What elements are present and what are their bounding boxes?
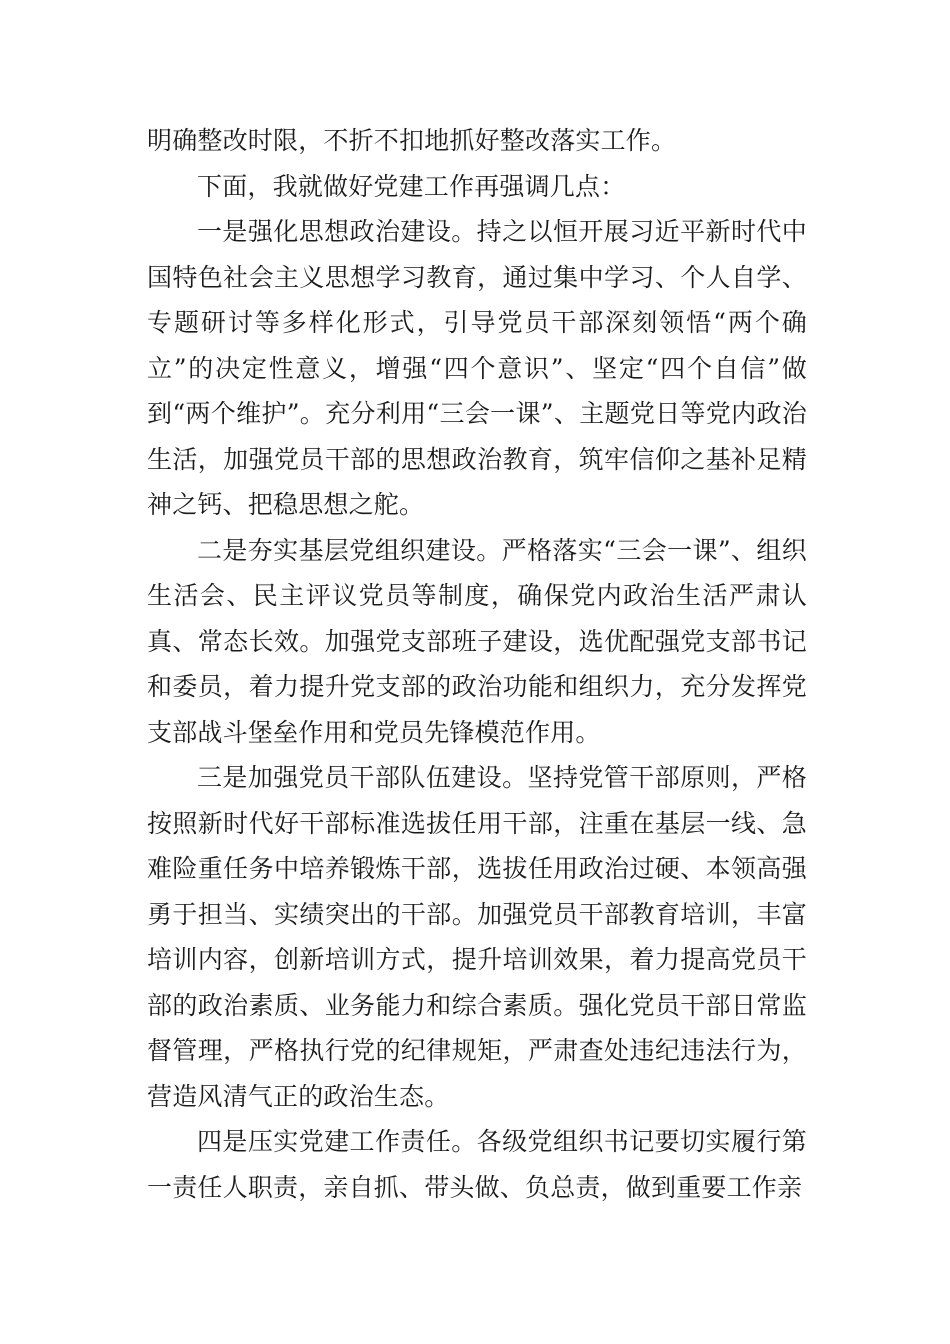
paragraph-point-4: 四是压实党建工作责任。各级党组织书记要切实履行第一责任人职责，亲自抓、带头做、负总责，做到重要工作亲 xyxy=(147,1127,807,1202)
paragraph-continuation: 明确整改时限，不折不扣地抓好整改落实工作。 xyxy=(147,126,677,155)
paragraph-point-3: 三是加强党员干部队伍建设。坚持党管干部原则，严格按照新时代好干部标准选拔任用干部，注重在基层一线、急难险重任务中培养锻炼干部，选拔任用政治过硬、本领高强勇于担当、实绩突出的干部。加强党员干部教育培训，丰富培训内容，创新培训方式，提升培训效果，着力提高党员干部的政治素质、业务能力和综合素质。强化党员干部日常监督管理，严格执行党的纪律规矩，严肃查处违纪违法行为，营造风清气正的政治生态。 xyxy=(147,763,807,1111)
document-body xyxy=(147,118,807,1210)
paragraph-point-2: 二是夯实基层党组织建设。严格落实“三会一课”、组织生活会、民主评议党员等制度，确保党内政治生活严肃认真、常态长效。加强党支部班子建设，选优配强党支部书记和委员，着力提升党支部的政治功能和组织力，充分发挥党支部战斗堡垒作用和党员先锋模范作用。 xyxy=(147,535,807,747)
paragraph-intro: 下面，我就做好党建工作再强调几点： xyxy=(197,171,626,201)
paragraph-point-1: 一是强化思想政治建设。持之以恒开展习近平新时代中国特色社会主义思想学习教育，通过集中学习、个人自学、专题研讨等多样化形式，引导党员干部深刻领悟“两个确立”的决定性意义，增强“四个意识”、坚定“四个自信”做到“两个维护”。充分利用“三会一课”、主题党日等党内政治生活，加强党员干部的思想政治教育，筑牢信仰之基补足精神之钙、把稳思想之舵。 xyxy=(147,217,807,519)
